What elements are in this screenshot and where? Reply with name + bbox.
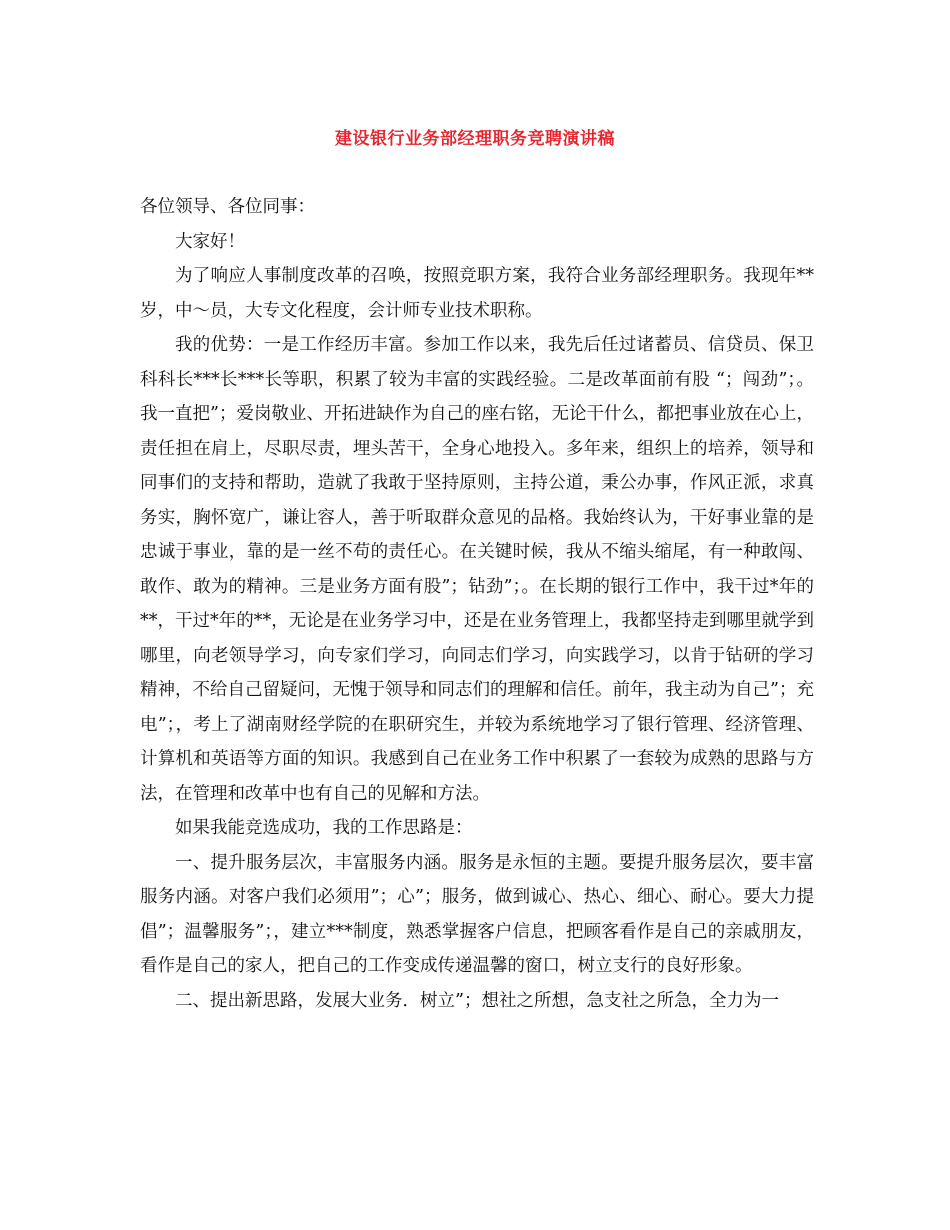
paragraph-plan-two: 二、提出新思路，发展大业务．树立”；想社之所想，急支社之所急，全力为一 [175, 990, 779, 1011]
paragraph-work-plan-intro: 如果我能竞选成功，我的工作思路是： [175, 818, 473, 838]
paragraph-introduction: 为了响应人事制度改革的召唤，按照竞职方案，我符合业务部经理职务。我现年**岁，中～员，大专文化程度，会计师专业技术职称。 [140, 266, 814, 321]
salutation: 各位领导、各位同事： [140, 197, 315, 217]
paragraph-plan-one: 一、提升服务层次，丰富服务内涵。服务是永恒的主题。要提升服务层次，要丰富服务内涵。对客户我们必须用”；心”；服务，做到诚心、热心、细心、耐心。要大力提倡”；温馨服务”；，建立***制度，熟悉掌握客户信息，把顾客看作是自己的亲戚朋友，看作是自己的家人，把自己的工作变成传递温馨的窗口，树立支行的良好形象。 [140, 852, 814, 976]
document-body [140, 190, 814, 1018]
document-title: 建设银行业务部经理职务竞聘演讲稿 [335, 129, 615, 149]
paragraph-advantages: 我的优势：一是工作经历丰富。参加工作以来，我先后任过诸蓄员、信贷员、保卫科科长***长***长等职，积累了较为丰富的实践经验。二是改革面前有股 “；闯劲”；。我一直把”；爱岗敬业、开拓进缺作为自己的座右铭，无论干什么，都把事业放在心上，责任担在肩上，尽职尽责，埋头苦干，全身心地投入。多年来，组织上的培养，领导和同事们的支持和帮助，造就了我敢于坚持原则，主持公道，秉公办事，作风正派，求真务实，胸怀宽广，谦让容人，善于听取群众意见的品格。我始终认为，干好事业靠的是忠诚于事业，靠的是一丝不苟的责任心。在关键时候，我从不缩头缩尾，有一种敢闯、敢作、敢为的精神。三是业务方面有股”；钻劲”；。在长期的银行工作中，我干过*年的**，干过*年的**，无论是在业务学习中，还是在业务管理上，我都坚持走到哪里就学到哪里，向老领导学习，向专家们学习，向同志们学习，向实践学习，以肯于钻研的学习精神，不给自己留疑问，无愧于领导和同志们的理解和信任。前年，我主动为自己”；充电”；，考上了湖南财经学院的在职研究生，并较为系统地学习了银行管理、经济管理、计算机和英语等方面的知识。我感到自己在业务工作中积累了一套较为成熟的思路与方法，在管理和改革中也有自己的见解和方法。 [140, 335, 814, 804]
paragraph-greeting: 大家好！ [175, 231, 245, 252]
